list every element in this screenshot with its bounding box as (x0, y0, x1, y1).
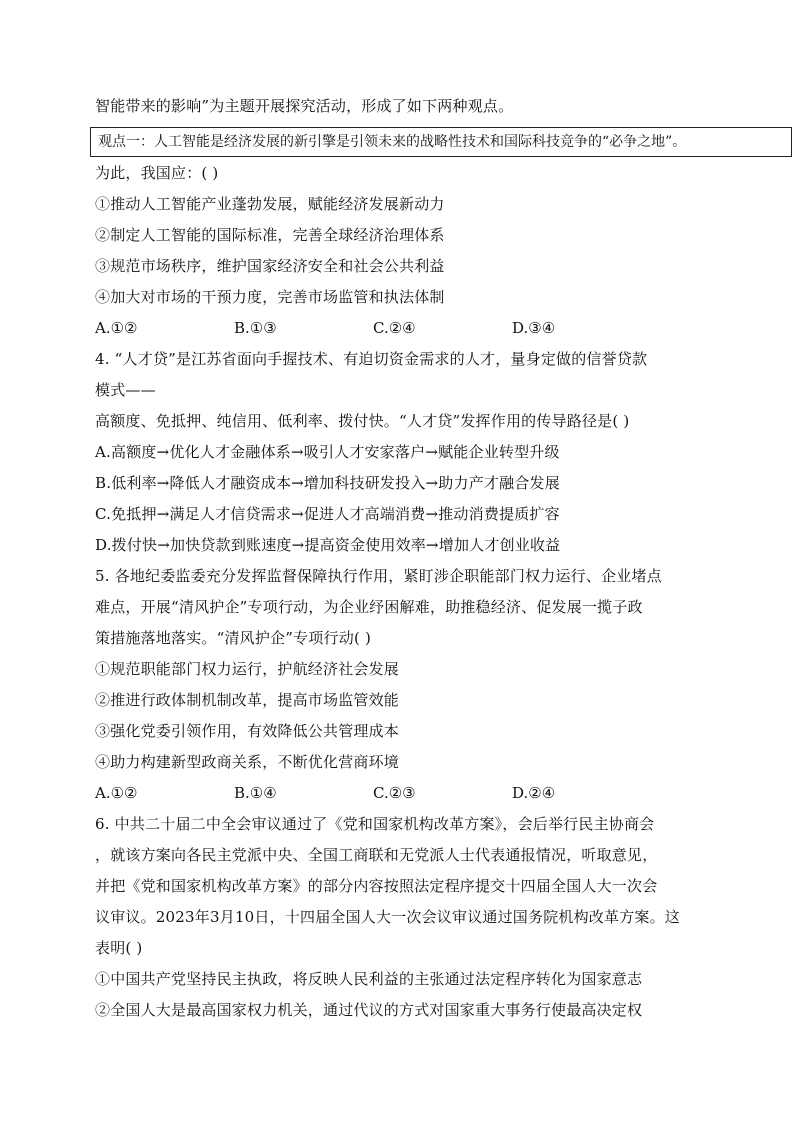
q4-option-c: C.免抵押→满足人才信贷需求→促进人才高端消费→推动消费提质扩容 (95, 505, 560, 523)
q5-option-d: D.②④ (512, 784, 556, 802)
q5-option-c: C.②③ (373, 784, 416, 802)
q4-option-a: A.高额度→优化人才金融体系→吸引人才安家落户→赋能企业转型升级 (95, 443, 560, 461)
q6-item-1: ①中国共产党坚持民主执政，将反映人民利益的主张通过法定程序转化为国家意志 (95, 970, 643, 988)
q6-stem-line-1: 6. 中共二十届二中全会审议通过了《党和国家机构改革方案》，会后举行民主协商会 (95, 815, 655, 833)
q5-option-b: B.①④ (234, 784, 277, 802)
q5-stem-line-1: 5. 各地纪委监委充分发挥监督保障执行作用，紧盯涉企职能部门权力运行、企业堵点 (95, 567, 662, 585)
intro-line: 智能带来的影响”为主题开展探究活动，形成了如下两种观点。 (95, 97, 514, 115)
q4-option-b: B.低利率→降低人才融资成本→增加科技研发投入→助力产才融合发展 (95, 474, 560, 492)
q6-stem-line-3: 并把《党和国家机构改革方案》的部分内容按照法定程序提交十四届全国人大一次会 (95, 877, 658, 895)
q3-option-c: C.②④ (373, 319, 416, 337)
q5-item-1: ①规范职能部门权力运行，护航经济社会发展 (95, 660, 400, 678)
q4-stem-line-1: 4. “人才贷”是江苏省面向手握技术、有迫切资金需求的人才，量身定做的信誉贷款 (95, 350, 648, 368)
q4-option-d: D.拨付快→加快贷款到账速度→提高资金使用效率→增加人才创业收益 (95, 536, 561, 554)
q3-option-d: D.③④ (512, 319, 556, 337)
q3-option-b: B.①③ (234, 319, 277, 337)
q6-item-2: ②全国人大是最高国家权力机关，通过代议的方式对国家重大事务行使最高决定权 (95, 1001, 643, 1019)
q5-item-2: ②推进行政体制机制改革，提高市场监管效能 (95, 691, 400, 709)
q5-stem-line-2: 难点，开展“清风护企”专项行动，为企业纾困解难，助推稳经济、促发展一揽子政 (95, 598, 643, 616)
q5-option-a: A.①② (95, 784, 138, 802)
q3-item-4: ④加大对市场的干预力度，完善市场监管和执法体制 (95, 288, 445, 306)
q4-stem-line-2: 模式—— (95, 381, 156, 399)
q6-stem-line-4: 议审议。2023年3月10日，十四届全国人大一次会议审议通过国务院机构改革方案。这 (95, 908, 681, 926)
q5-stem-line-3: 策措施落地落实。“清风护企”专项行动( ) (95, 629, 372, 647)
q3-stem: 为此，我国应：( ) (95, 164, 219, 182)
q3-option-a: A.①② (95, 319, 138, 337)
q6-stem-line-5: 表明( ) (95, 939, 143, 957)
q5-item-4: ④助力构建新型政商关系，不断优化营商环境 (95, 753, 400, 771)
q3-item-1: ①推动人工智能产业蓬勃发展，赋能经济发展新动力 (95, 195, 445, 213)
q5-item-3: ③强化党委引领作用，有效降低公共管理成本 (95, 722, 400, 740)
q3-item-2: ②制定人工智能的国际标准，完善全球经济治理体系 (95, 226, 445, 244)
q4-stem-line-3: 高额度、免抵押、纯信用、低利率、拨付快。“人才贷”发挥作用的传导路径是( ) (95, 412, 630, 430)
q6-stem-line-2: ，就该方案向各民主党派中央、全国工商联和无党派人士代表通报情况，听取意见， (95, 846, 658, 864)
q3-item-3: ③规范市场秩序，维护国家经济安全和社会公共利益 (95, 257, 445, 275)
viewpoint-text: 观点一：人工智能是经济发展的新引擎是引领未来的战略性技术和国际科技竞争的“必争之地”。 (98, 134, 687, 150)
